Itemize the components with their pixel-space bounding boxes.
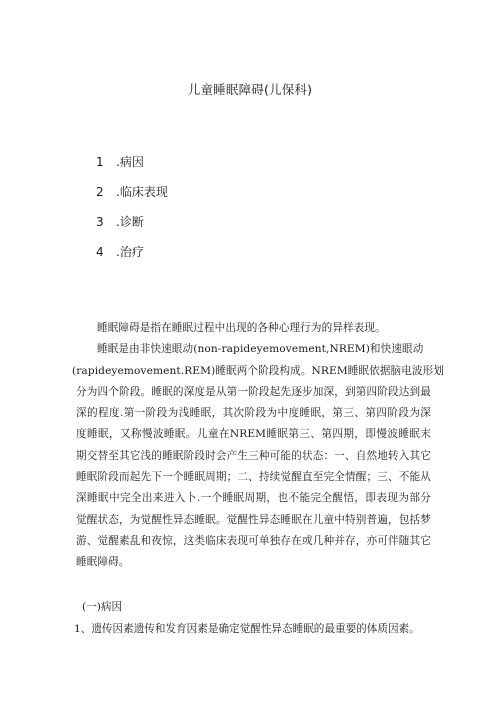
toc-item xyxy=(96,244,168,274)
list-item: 1、遗传因素遗传和发育因素是确定觉醒性异态睡眠的最重要的体质因素。 xyxy=(74,623,420,635)
toc-item xyxy=(96,214,168,244)
document-title: 儿童睡眠障碍(儿保科) xyxy=(187,82,313,97)
paragraph-line: 睡眠是由非快速眼动(non-rapideyemovement,NREM)和快速眼动 xyxy=(97,343,424,356)
toc-item-number: 2 xyxy=(96,185,104,199)
toc-item-label: .治疗 xyxy=(116,245,144,259)
toc-item-number: 3 xyxy=(96,215,104,229)
toc-item-label: .临床表现 xyxy=(116,185,168,199)
toc-item-label: .诊断 xyxy=(116,215,144,229)
toc-item-number: 4 xyxy=(96,245,104,259)
toc-item-label: .病因 xyxy=(116,155,144,169)
paragraph-line: (rapideyemovement.REM)睡眠两个阶段构成。NREM睡眠依据脑电波形划 xyxy=(72,364,445,377)
paragraph-sleep-stages xyxy=(72,339,445,573)
toc-item xyxy=(96,154,168,184)
paragraph-body: 分为四个阶段。睡眠的深度是从第一阶段起先逐步加深，到第四阶段达到最深的程度.第一阶段为浅睡眠，其次阶段为中度睡眠，第三、第四阶段为深度睡眠，又称慢波睡眠。儿童在NREM睡眠第三、第四期，即慢波睡眠末期交替至其它浅的睡眠阶段时会产生三种可能的状态：一、自然地转入其它睡眠阶段而起先下一个睡眠周期；二、持续觉醒直至完全情醒；三、不能从深睡眠中完全出来进入卜.一个睡眠周期，也不能完全醒悟，即表现为部分觉醒状态，为觉醒性异态睡眠。觉醒性异态睡眠在儿童中特别普遍，包括梦游、觉醒素乱和夜惊，这类临床表现可单独存在或几种并存，亦可伴随其它睡眠障碍。 xyxy=(76,385,431,569)
toc-item-number: 1 xyxy=(96,155,104,169)
section-heading: (一)病因 xyxy=(82,601,123,613)
toc-item xyxy=(96,184,168,214)
body-text xyxy=(72,318,445,574)
table-of-contents xyxy=(96,154,168,274)
paragraph-definition: 睡眠障碍是指在睡眠过程中出现的各种心理行为的异样表现。 xyxy=(97,322,386,334)
